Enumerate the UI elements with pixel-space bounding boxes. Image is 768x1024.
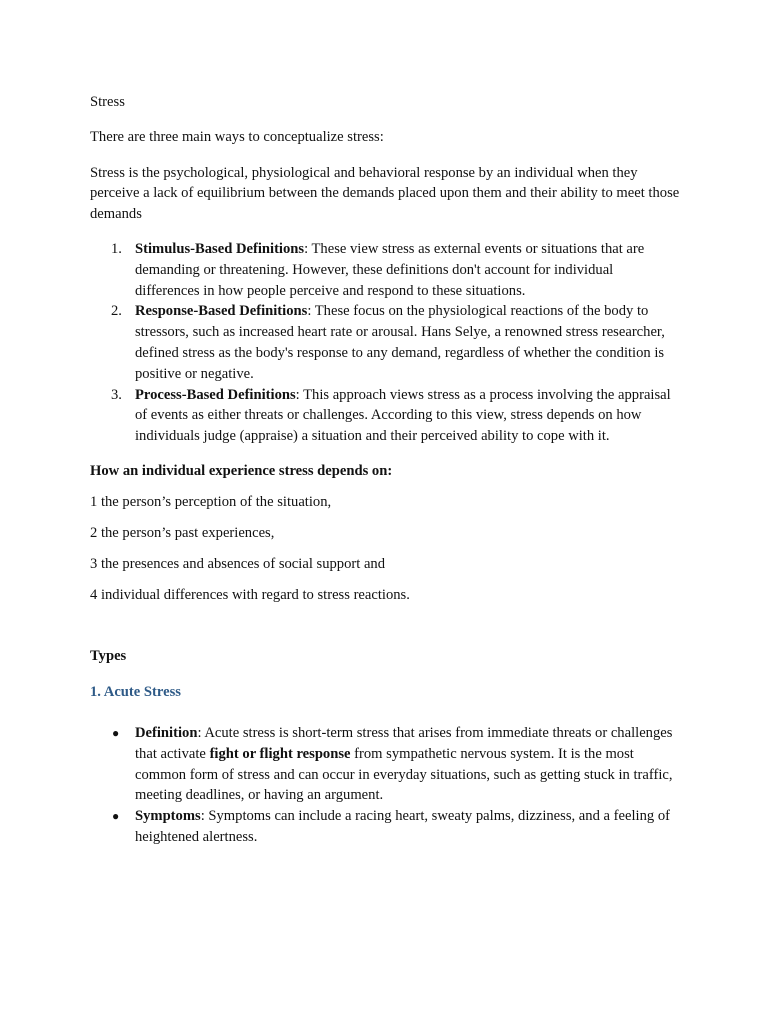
definitions-list [90, 239, 680, 447]
fight-or-flight-term: fight or flight response [209, 745, 351, 762]
definition-text-continued: from sympathetic nervous system. It is the most common form of stress and can occur in everyday situations, such as getting stuck in traffic, meeting deadlines, or having an argument. [135, 745, 673, 804]
bullet-icon: ● [112, 809, 120, 824]
list-number: 3. [111, 386, 122, 403]
definition-item-response [90, 301, 680, 384]
stress-definition: Stress is the psychological, physiological and behavioral response by an individual when they perceive a lack of equilibrium between the demands placed upon them and their ability to meet those demands [90, 164, 680, 223]
definition-text: : Acute stress is short-term stress that arises from immediate threats or challenges that activate [135, 725, 673, 762]
list-number: 1. [111, 240, 122, 257]
definition-item-stimulus [90, 239, 680, 301]
definition-term: Definition [135, 725, 198, 742]
types-heading: Types [90, 647, 127, 664]
symptoms-text: : Symptoms can include a racing heart, sweaty palms, dizziness, and a feeling of heightened alertness. [135, 808, 670, 846]
intro-text: There are three main ways to conceptualize stress: [90, 128, 384, 145]
definition-text: : These view stress as external events or situations that are demanding or threatening. However, these definitions don't account for individual differences in how people perceive and respond to these situations. [135, 240, 645, 299]
definition-text: : These focus on the physiological reactions of the body to stressors, such as increased heart rate or arousal. Hans Selye, a renowned stress researcher, defined stress as the body's response to any demand, regardless of whether the condition is positive or negative. [135, 303, 665, 382]
acute-symptoms-item [90, 806, 680, 848]
definition-term: Response-Based Definitions [135, 303, 308, 320]
factor-item: 4 individual differences with regard to stress reactions. [90, 586, 410, 603]
definition-text: : This approach views stress as a process involving the appraisal of events as either threats or challenges. According to this view, stress depends on how individuals judge (appraise) a situation and their perceived ability to cope with it. [135, 386, 671, 445]
acute-stress-list [90, 723, 680, 848]
definition-item-process [90, 385, 680, 447]
document-title: Stress [90, 94, 125, 110]
list-number: 2. [111, 303, 122, 320]
symptoms-term: Symptoms [135, 808, 201, 825]
acute-definition-item [90, 723, 680, 806]
definition-term: Process-Based Definitions [135, 386, 296, 403]
acute-stress-heading: 1. Acute Stress [90, 684, 181, 701]
document-page [90, 92, 680, 848]
factors-heading: How an individual experience stress depends on: [90, 462, 393, 479]
definition-term: Stimulus-Based Definitions [135, 240, 305, 257]
factor-item: 3 the presences and absences of social support and [90, 555, 386, 572]
factor-item: 2 the person’s past experiences, [90, 524, 275, 541]
factor-item: 1 the person’s perception of the situation, [90, 493, 332, 510]
bullet-icon: ● [112, 726, 120, 741]
